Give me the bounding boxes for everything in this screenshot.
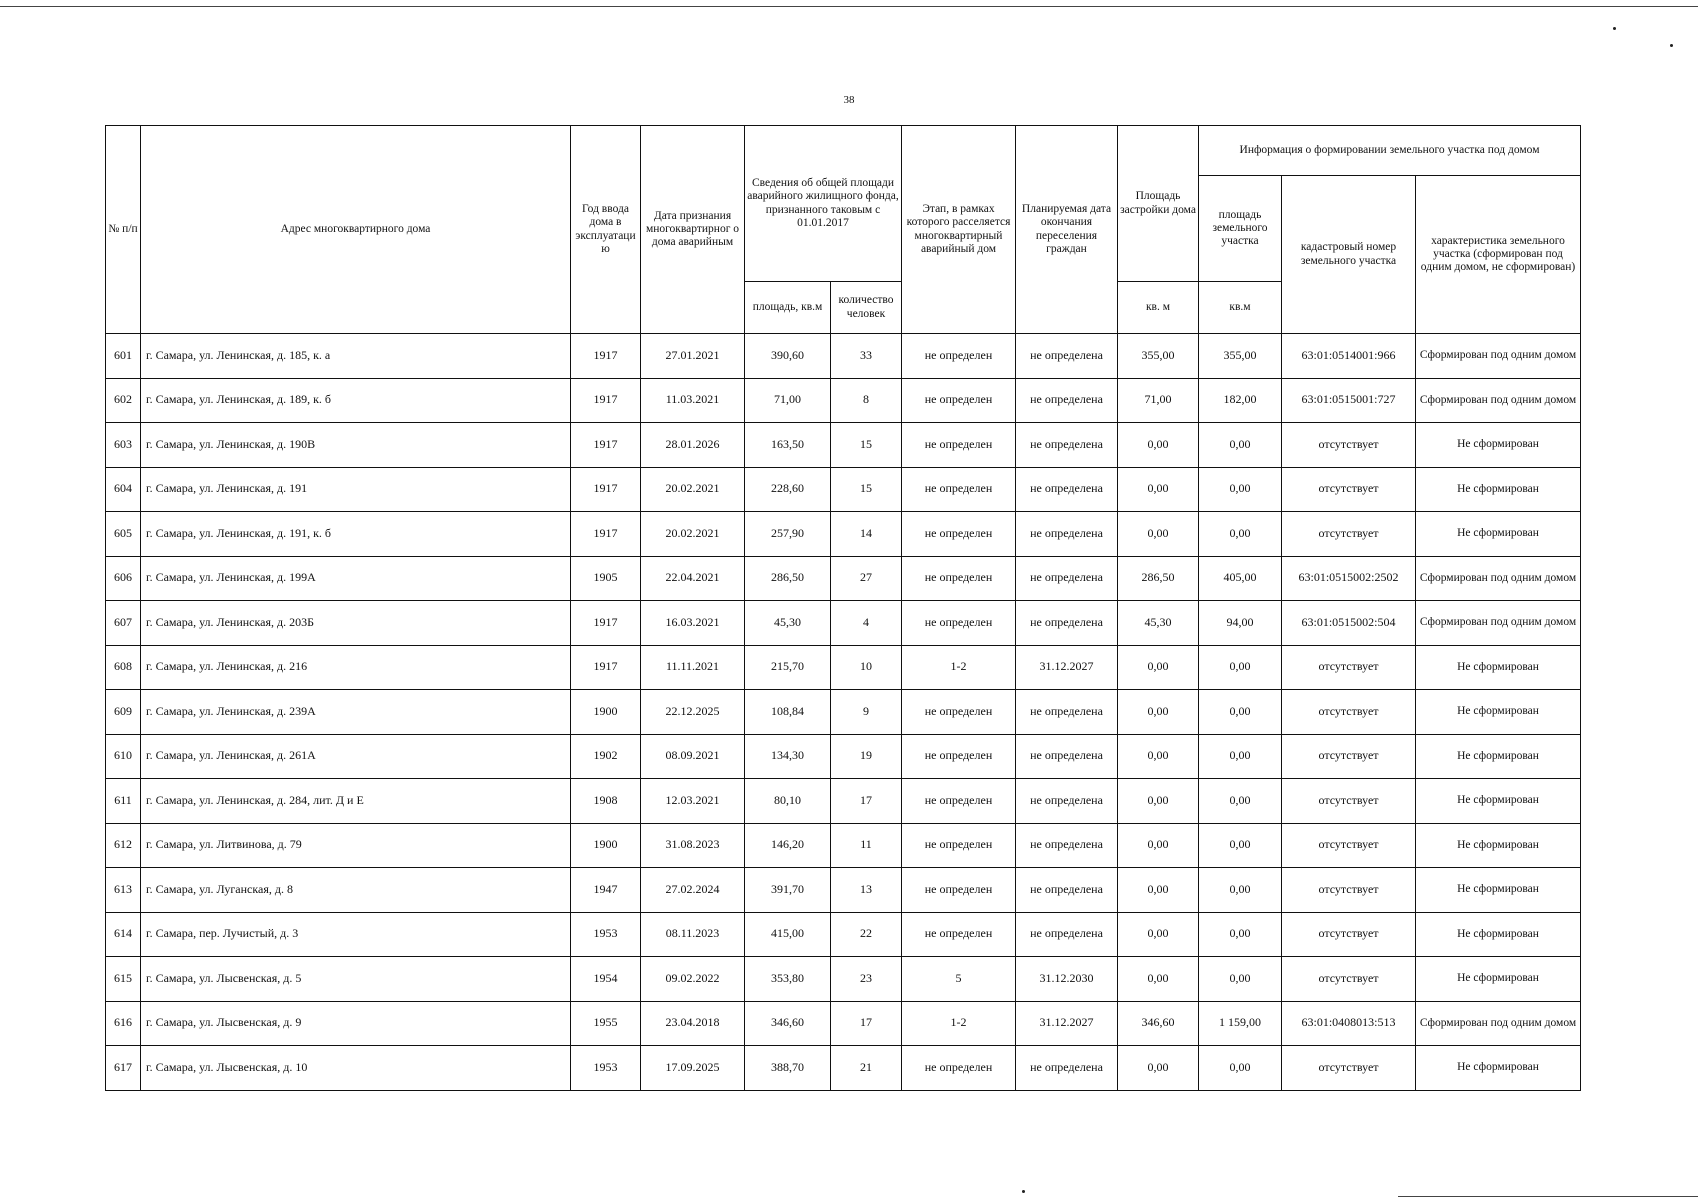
cell-year: 1954 bbox=[571, 957, 641, 1002]
scan-speck bbox=[1022, 1190, 1025, 1193]
cell-characteristic: Не сформирован bbox=[1416, 690, 1581, 735]
cell-cadastral: отсутствует bbox=[1282, 1046, 1416, 1091]
cell-building-area: 45,30 bbox=[1118, 601, 1199, 646]
cell-date-recognized: 12.03.2021 bbox=[641, 779, 745, 824]
cell-date-recognized: 08.09.2021 bbox=[641, 734, 745, 779]
cell-year: 1917 bbox=[571, 423, 641, 468]
cell-planned-date: 31.12.2027 bbox=[1016, 1001, 1118, 1046]
col-header-land-area: площадь земельного участка bbox=[1199, 176, 1282, 282]
cell-planned-date: не определена bbox=[1016, 378, 1118, 423]
cell-num: 612 bbox=[106, 823, 141, 868]
cell-stage: не определен bbox=[902, 334, 1016, 379]
cell-num: 602 bbox=[106, 378, 141, 423]
cell-planned-date: не определена bbox=[1016, 423, 1118, 468]
table-row bbox=[106, 645, 1581, 690]
cell-num: 603 bbox=[106, 423, 141, 468]
cell-cadastral: отсутствует bbox=[1282, 957, 1416, 1002]
table-row bbox=[106, 1046, 1581, 1091]
cell-land-area: 355,00 bbox=[1199, 334, 1282, 379]
cell-year: 1917 bbox=[571, 378, 641, 423]
cell-building-area: 0,00 bbox=[1118, 779, 1199, 824]
cell-people: 15 bbox=[831, 423, 902, 468]
cell-people: 17 bbox=[831, 779, 902, 824]
table-row bbox=[106, 601, 1581, 646]
cell-land-area: 405,00 bbox=[1199, 556, 1282, 601]
cell-people: 17 bbox=[831, 1001, 902, 1046]
cell-area: 286,50 bbox=[745, 556, 831, 601]
cell-planned-date: не определена bbox=[1016, 1046, 1118, 1091]
cell-year: 1917 bbox=[571, 645, 641, 690]
cell-stage: не определен bbox=[902, 868, 1016, 913]
cell-stage: не определен bbox=[902, 467, 1016, 512]
cell-area: 415,00 bbox=[745, 912, 831, 957]
cell-area: 353,80 bbox=[745, 957, 831, 1002]
col-header-cadastral: кадастровый номер земельного участка bbox=[1282, 176, 1416, 334]
page-number: 38 bbox=[843, 94, 855, 106]
cell-people: 15 bbox=[831, 467, 902, 512]
cell-area: 257,90 bbox=[745, 512, 831, 557]
cell-cadastral: 63:01:0515001:727 bbox=[1282, 378, 1416, 423]
cell-stage: не определен bbox=[902, 556, 1016, 601]
cell-num: 607 bbox=[106, 601, 141, 646]
cell-address: г. Самара, ул. Ленинская, д. 203Б bbox=[141, 601, 571, 646]
cell-characteristic: Не сформирован bbox=[1416, 512, 1581, 557]
cell-characteristic: Не сформирован bbox=[1416, 734, 1581, 779]
table-body bbox=[106, 334, 1581, 1091]
cell-building-area: 0,00 bbox=[1118, 690, 1199, 735]
col-header-building-area: Площадь застройки дома bbox=[1118, 126, 1199, 282]
cell-land-area: 0,00 bbox=[1199, 512, 1282, 557]
cell-cadastral: отсутствует bbox=[1282, 912, 1416, 957]
cell-land-area: 0,00 bbox=[1199, 779, 1282, 824]
cell-date-recognized: 17.09.2025 bbox=[641, 1046, 745, 1091]
table-row bbox=[106, 690, 1581, 735]
cell-planned-date: не определена bbox=[1016, 868, 1118, 913]
cell-stage: 5 bbox=[902, 957, 1016, 1002]
cell-num: 605 bbox=[106, 512, 141, 557]
cell-characteristic: Не сформирован bbox=[1416, 423, 1581, 468]
table-row bbox=[106, 957, 1581, 1002]
table-row bbox=[106, 734, 1581, 779]
cell-area: 391,70 bbox=[745, 868, 831, 913]
cell-characteristic: Сформирован под одним домом bbox=[1416, 334, 1581, 379]
cell-stage: не определен bbox=[902, 912, 1016, 957]
cell-planned-date: не определена bbox=[1016, 734, 1118, 779]
cell-characteristic: Не сформирован bbox=[1416, 957, 1581, 1002]
cell-people: 21 bbox=[831, 1046, 902, 1091]
cell-num: 616 bbox=[106, 1001, 141, 1046]
cell-address: г. Самара, ул. Ленинская, д. 189, к. б bbox=[141, 378, 571, 423]
cell-area: 390,60 bbox=[745, 334, 831, 379]
cell-date-recognized: 09.02.2022 bbox=[641, 957, 745, 1002]
cell-building-area: 0,00 bbox=[1118, 512, 1199, 557]
cell-characteristic: Сформирован под одним домом bbox=[1416, 556, 1581, 601]
cell-area: 388,70 bbox=[745, 1046, 831, 1091]
cell-characteristic: Сформирован под одним домом bbox=[1416, 601, 1581, 646]
cell-area: 134,30 bbox=[745, 734, 831, 779]
cell-land-area: 0,00 bbox=[1199, 734, 1282, 779]
cell-year: 1917 bbox=[571, 512, 641, 557]
cell-people: 9 bbox=[831, 690, 902, 735]
cell-people: 8 bbox=[831, 378, 902, 423]
cell-year: 1953 bbox=[571, 1046, 641, 1091]
cell-num: 613 bbox=[106, 868, 141, 913]
cell-address: г. Самара, ул. Литвинова, д. 79 bbox=[141, 823, 571, 868]
cell-stage: 1-2 bbox=[902, 1001, 1016, 1046]
cell-people: 33 bbox=[831, 334, 902, 379]
cell-planned-date: не определена bbox=[1016, 512, 1118, 557]
scan-speck bbox=[1613, 27, 1616, 30]
cell-people: 22 bbox=[831, 912, 902, 957]
cell-date-recognized: 31.08.2023 bbox=[641, 823, 745, 868]
col-header-num: № п/п bbox=[106, 126, 141, 334]
cell-land-area: 1 159,00 bbox=[1199, 1001, 1282, 1046]
cell-building-area: 355,00 bbox=[1118, 334, 1199, 379]
cell-date-recognized: 23.04.2018 bbox=[641, 1001, 745, 1046]
col-header-date-recognized: Дата признания многоквартирног о дома аварийным bbox=[641, 126, 745, 334]
cell-stage: не определен bbox=[902, 1046, 1016, 1091]
cell-planned-date: не определена bbox=[1016, 601, 1118, 646]
cell-num: 609 bbox=[106, 690, 141, 735]
col-header-address: Адрес многоквартирного дома bbox=[141, 126, 571, 334]
cell-address: г. Самара, ул. Ленинская, д. 284, лит. Д и Е bbox=[141, 779, 571, 824]
col-header-land-area-unit: кв.м bbox=[1199, 282, 1282, 334]
cell-date-recognized: 08.11.2023 bbox=[641, 912, 745, 957]
cell-num: 608 bbox=[106, 645, 141, 690]
cell-stage: не определен bbox=[902, 512, 1016, 557]
scan-speck bbox=[1670, 44, 1673, 47]
cell-address: г. Самара, ул. Ленинская, д. 239А bbox=[141, 690, 571, 735]
cell-land-area: 0,00 bbox=[1199, 1046, 1282, 1091]
cell-address: г. Самара, пер. Лучистый, д. 3 bbox=[141, 912, 571, 957]
cell-people: 19 bbox=[831, 734, 902, 779]
table-row bbox=[106, 423, 1581, 468]
cell-address: г. Самара, ул. Луганская, д. 8 bbox=[141, 868, 571, 913]
cell-date-recognized: 16.03.2021 bbox=[641, 601, 745, 646]
cell-num: 606 bbox=[106, 556, 141, 601]
cell-planned-date: 31.12.2027 bbox=[1016, 645, 1118, 690]
cell-year: 1917 bbox=[571, 467, 641, 512]
table-row bbox=[106, 823, 1581, 868]
cell-area: 108,84 bbox=[745, 690, 831, 735]
cell-stage: не определен bbox=[902, 779, 1016, 824]
cell-num: 611 bbox=[106, 779, 141, 824]
cell-address: г. Самара, ул. Лысвенская, д. 5 bbox=[141, 957, 571, 1002]
table-row bbox=[106, 779, 1581, 824]
cell-num: 615 bbox=[106, 957, 141, 1002]
cell-date-recognized: 22.04.2021 bbox=[641, 556, 745, 601]
cell-date-recognized: 27.02.2024 bbox=[641, 868, 745, 913]
cell-characteristic: Не сформирован bbox=[1416, 1046, 1581, 1091]
cell-characteristic: Не сформирован bbox=[1416, 823, 1581, 868]
col-header-stage: Этап, в рамках которого расселяется многоквартирный аварийный дом bbox=[902, 126, 1016, 334]
cell-characteristic: Сформирован под одним домом bbox=[1416, 378, 1581, 423]
cell-land-area: 0,00 bbox=[1199, 957, 1282, 1002]
cell-date-recognized: 22.12.2025 bbox=[641, 690, 745, 735]
cell-area: 215,70 bbox=[745, 645, 831, 690]
cell-planned-date: не определена bbox=[1016, 334, 1118, 379]
cell-building-area: 0,00 bbox=[1118, 467, 1199, 512]
cell-cadastral: отсутствует bbox=[1282, 467, 1416, 512]
cell-stage: не определен bbox=[902, 601, 1016, 646]
col-header-year: Год ввода дома в эксплуатаци ю bbox=[571, 126, 641, 334]
cell-people: 4 bbox=[831, 601, 902, 646]
cell-area: 346,60 bbox=[745, 1001, 831, 1046]
cell-num: 617 bbox=[106, 1046, 141, 1091]
cell-characteristic: Сформирован под одним домом bbox=[1416, 1001, 1581, 1046]
cell-planned-date: не определена bbox=[1016, 467, 1118, 512]
bottom-border-line bbox=[1398, 1196, 1698, 1197]
cell-year: 1900 bbox=[571, 690, 641, 735]
cell-num: 610 bbox=[106, 734, 141, 779]
cell-cadastral: отсутствует bbox=[1282, 734, 1416, 779]
table-row bbox=[106, 512, 1581, 557]
cell-planned-date: не определена bbox=[1016, 823, 1118, 868]
cell-land-area: 0,00 bbox=[1199, 823, 1282, 868]
cell-year: 1902 bbox=[571, 734, 641, 779]
cell-address: г. Самара, ул. Ленинская, д. 190В bbox=[141, 423, 571, 468]
cell-cadastral: отсутствует bbox=[1282, 868, 1416, 913]
cell-cadastral: 63:01:0408013:513 bbox=[1282, 1001, 1416, 1046]
col-header-area-group: Сведения об общей площади аварийного жилищного фонда, признанного таковым с 01.01.2017 bbox=[745, 126, 902, 282]
col-header-planned-date: Планируемая дата окончания переселения граждан bbox=[1016, 126, 1118, 334]
cell-num: 614 bbox=[106, 912, 141, 957]
cell-date-recognized: 20.02.2021 bbox=[641, 512, 745, 557]
cell-planned-date: не определена bbox=[1016, 690, 1118, 735]
cell-address: г. Самара, ул. Ленинская, д. 185, к. а bbox=[141, 334, 571, 379]
cell-date-recognized: 27.01.2021 bbox=[641, 334, 745, 379]
col-header-area-sub: площадь, кв.м bbox=[745, 282, 831, 334]
cell-num: 604 bbox=[106, 467, 141, 512]
cell-date-recognized: 11.03.2021 bbox=[641, 378, 745, 423]
cell-date-recognized: 20.02.2021 bbox=[641, 467, 745, 512]
cell-cadastral: отсутствует bbox=[1282, 779, 1416, 824]
cell-planned-date: не определена bbox=[1016, 779, 1118, 824]
cell-planned-date: 31.12.2030 bbox=[1016, 957, 1118, 1002]
cell-people: 13 bbox=[831, 868, 902, 913]
col-header-building-area-unit: кв. м bbox=[1118, 282, 1199, 334]
cell-address: г. Самара, ул. Ленинская, д. 199А bbox=[141, 556, 571, 601]
top-border-line bbox=[0, 6, 1698, 7]
cell-building-area: 0,00 bbox=[1118, 912, 1199, 957]
cell-cadastral: 63:01:0515002:2502 bbox=[1282, 556, 1416, 601]
cell-area: 45,30 bbox=[745, 601, 831, 646]
cell-people: 27 bbox=[831, 556, 902, 601]
cell-planned-date: не определена bbox=[1016, 556, 1118, 601]
cell-year: 1955 bbox=[571, 1001, 641, 1046]
cell-people: 23 bbox=[831, 957, 902, 1002]
emergency-housing-table bbox=[105, 125, 1581, 1091]
cell-stage: не определен bbox=[902, 823, 1016, 868]
cell-cadastral: отсутствует bbox=[1282, 690, 1416, 735]
table-row bbox=[106, 467, 1581, 512]
cell-building-area: 0,00 bbox=[1118, 645, 1199, 690]
table-row bbox=[106, 378, 1581, 423]
cell-building-area: 286,50 bbox=[1118, 556, 1199, 601]
cell-land-area: 0,00 bbox=[1199, 423, 1282, 468]
cell-year: 1908 bbox=[571, 779, 641, 824]
table-row bbox=[106, 556, 1581, 601]
cell-people: 14 bbox=[831, 512, 902, 557]
cell-stage: не определен bbox=[902, 690, 1016, 735]
cell-area: 146,20 bbox=[745, 823, 831, 868]
cell-land-area: 0,00 bbox=[1199, 868, 1282, 913]
cell-num: 601 bbox=[106, 334, 141, 379]
cell-date-recognized: 28.01.2026 bbox=[641, 423, 745, 468]
table-row bbox=[106, 912, 1581, 957]
cell-people: 10 bbox=[831, 645, 902, 690]
cell-building-area: 0,00 bbox=[1118, 734, 1199, 779]
cell-characteristic: Не сформирован bbox=[1416, 868, 1581, 913]
cell-date-recognized: 11.11.2021 bbox=[641, 645, 745, 690]
cell-address: г. Самара, ул. Ленинская, д. 191 bbox=[141, 467, 571, 512]
cell-year: 1905 bbox=[571, 556, 641, 601]
cell-cadastral: отсутствует bbox=[1282, 423, 1416, 468]
table-row bbox=[106, 1001, 1581, 1046]
table-header bbox=[106, 126, 1581, 334]
col-header-characteristic: характеристика земельного участка (сформирован под одним домом, не сформирован) bbox=[1416, 176, 1581, 334]
cell-planned-date: не определена bbox=[1016, 912, 1118, 957]
cell-characteristic: Не сформирован bbox=[1416, 467, 1581, 512]
cell-cadastral: отсутствует bbox=[1282, 512, 1416, 557]
cell-characteristic: Не сформирован bbox=[1416, 645, 1581, 690]
cell-year: 1917 bbox=[571, 601, 641, 646]
cell-people: 11 bbox=[831, 823, 902, 868]
cell-cadastral: 63:01:0515002:504 bbox=[1282, 601, 1416, 646]
cell-year: 1947 bbox=[571, 868, 641, 913]
cell-area: 80,10 bbox=[745, 779, 831, 824]
cell-land-area: 94,00 bbox=[1199, 601, 1282, 646]
cell-address: г. Самара, ул. Ленинская, д. 191, к. б bbox=[141, 512, 571, 557]
cell-year: 1953 bbox=[571, 912, 641, 957]
cell-address: г. Самара, ул. Лысвенская, д. 9 bbox=[141, 1001, 571, 1046]
cell-land-area: 182,00 bbox=[1199, 378, 1282, 423]
cell-area: 228,60 bbox=[745, 467, 831, 512]
cell-building-area: 0,00 bbox=[1118, 423, 1199, 468]
cell-characteristic: Не сформирован bbox=[1416, 779, 1581, 824]
cell-area: 163,50 bbox=[745, 423, 831, 468]
cell-year: 1900 bbox=[571, 823, 641, 868]
cell-land-area: 0,00 bbox=[1199, 912, 1282, 957]
cell-stage: не определен bbox=[902, 734, 1016, 779]
cell-building-area: 0,00 bbox=[1118, 1046, 1199, 1091]
cell-area: 71,00 bbox=[745, 378, 831, 423]
cell-cadastral: отсутствует bbox=[1282, 823, 1416, 868]
table-row bbox=[106, 868, 1581, 913]
cell-stage: не определен bbox=[902, 378, 1016, 423]
cell-characteristic: Не сформирован bbox=[1416, 912, 1581, 957]
cell-cadastral: 63:01:0514001:966 bbox=[1282, 334, 1416, 379]
cell-building-area: 0,00 bbox=[1118, 823, 1199, 868]
cell-address: г. Самара, ул. Лысвенская, д. 10 bbox=[141, 1046, 571, 1091]
table-row bbox=[106, 334, 1581, 379]
cell-building-area: 346,60 bbox=[1118, 1001, 1199, 1046]
cell-cadastral: отсутствует bbox=[1282, 645, 1416, 690]
cell-stage: не определен bbox=[902, 423, 1016, 468]
cell-land-area: 0,00 bbox=[1199, 645, 1282, 690]
cell-year: 1917 bbox=[571, 334, 641, 379]
cell-address: г. Самара, ул. Ленинская, д. 216 bbox=[141, 645, 571, 690]
cell-building-area: 0,00 bbox=[1118, 957, 1199, 1002]
cell-land-area: 0,00 bbox=[1199, 690, 1282, 735]
col-header-land-group: Информация о формировании земельного участка под домом bbox=[1199, 126, 1581, 176]
col-header-people-sub: количество человек bbox=[831, 282, 902, 334]
cell-address: г. Самара, ул. Ленинская, д. 261А bbox=[141, 734, 571, 779]
cell-building-area: 71,00 bbox=[1118, 378, 1199, 423]
cell-land-area: 0,00 bbox=[1199, 467, 1282, 512]
cell-stage: 1-2 bbox=[902, 645, 1016, 690]
cell-building-area: 0,00 bbox=[1118, 868, 1199, 913]
